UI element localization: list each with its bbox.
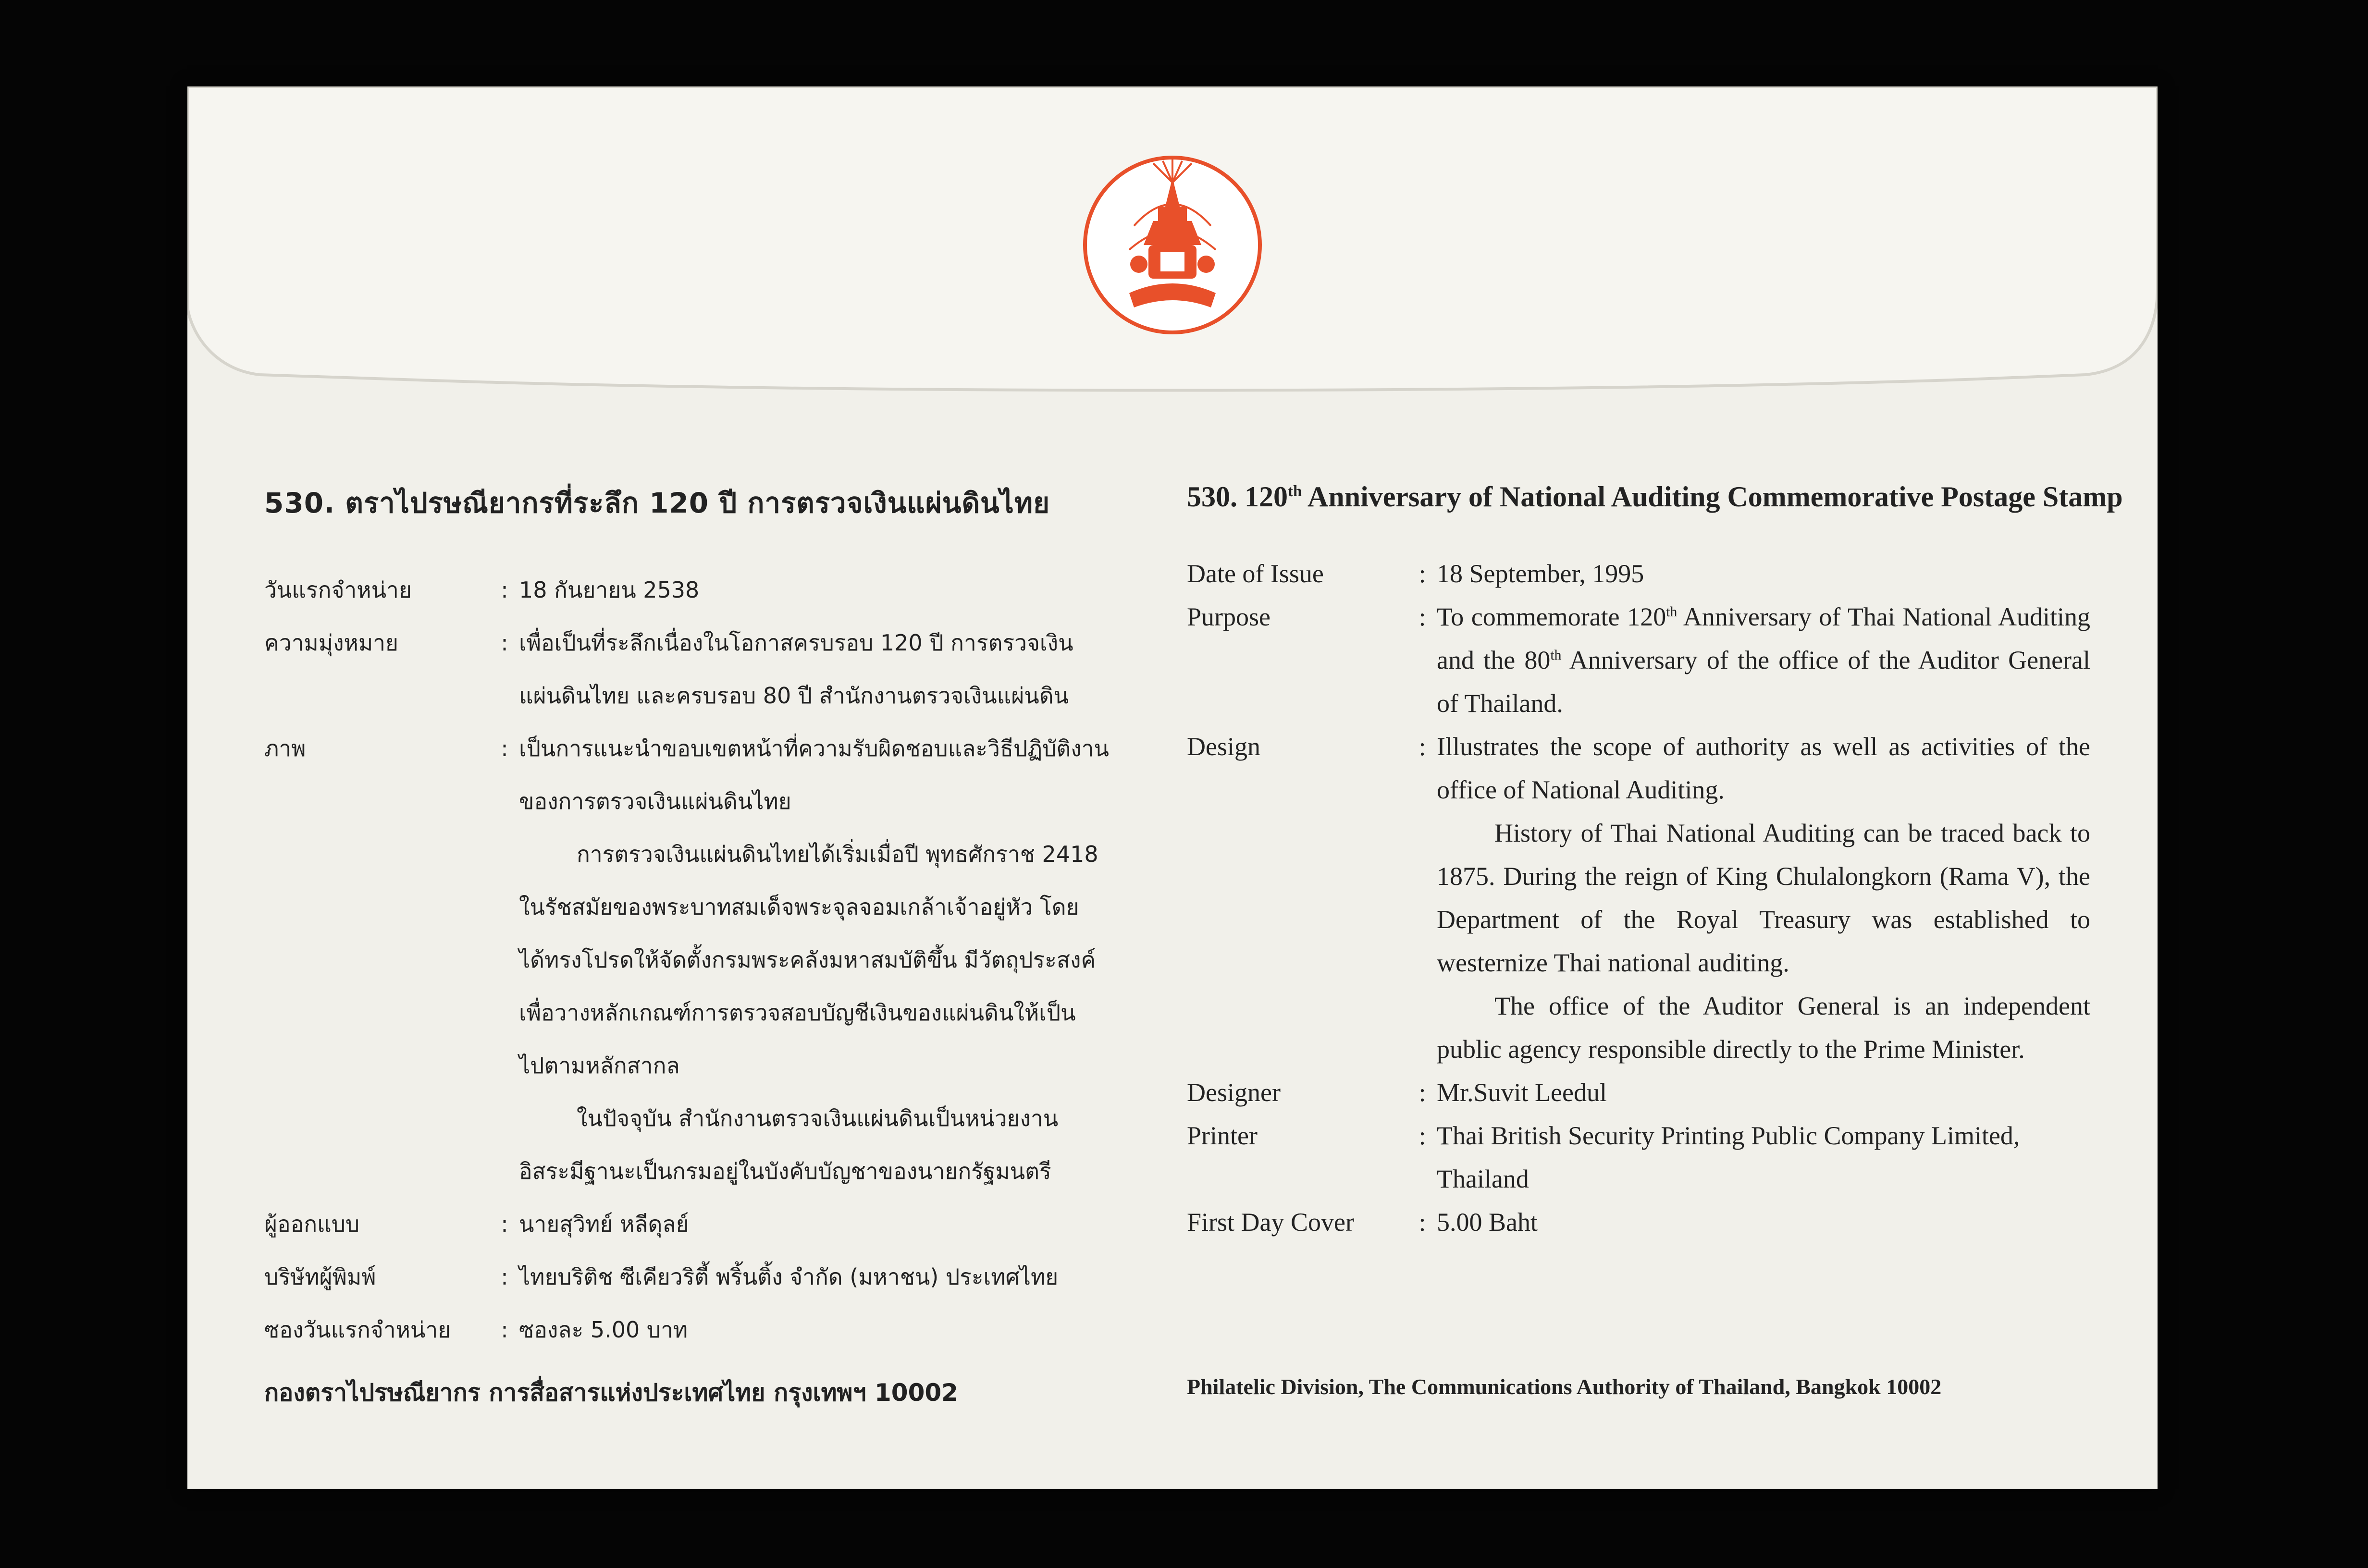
row-value <box>1437 725 2090 1071</box>
row-label: ซองวันแรกจำหน่าย <box>264 1317 451 1343</box>
row-value: นายสุวิทย์ หลีดุลย์ <box>519 1211 689 1237</box>
colon: : <box>1418 559 1426 588</box>
row-label: First Day Cover <box>1187 1208 1354 1237</box>
purpose-part: Anniversary of the office of the Auditor General of Thailand. <box>1437 646 2090 718</box>
row-label: ความมุ่งหมาย <box>264 630 398 656</box>
row-label: Printer <box>1187 1121 1258 1150</box>
english-row-fdc <box>1187 1200 2090 1244</box>
thai-row-fdc <box>264 1303 1153 1356</box>
row-value: ซองละ 5.00 บาท <box>519 1317 688 1343</box>
envelope-back <box>187 86 2158 1489</box>
colon: : <box>1418 732 1426 761</box>
row-label: Designer <box>1187 1078 1281 1107</box>
row-value <box>519 564 1153 616</box>
colon: : <box>1418 1078 1426 1107</box>
english-row-issue-date <box>1187 552 2090 595</box>
value-line: 18 กันยายน 2538 <box>519 577 700 603</box>
title-rest: Anniversary of National Auditing Commemorative Postage Stamp <box>1302 481 2123 513</box>
royal-seal-icon <box>1081 154 1264 336</box>
purpose-part: Anniversary of Thai National Auditing and the 80 <box>1437 602 2090 674</box>
row-value: ไทยบริติช ซีเคียวริตี้ พริ้นติ้ง จำกัด (มหาชน) ประเทศไทย <box>519 1264 1059 1290</box>
colon: : <box>501 735 508 761</box>
row-label: บริษัทผู้พิมพ์ <box>264 1264 376 1290</box>
english-footer: Philatelic Division, The Communications Authority of Thailand, Bangkok 10002 <box>1187 1374 1942 1399</box>
row-label: ภาพ <box>264 735 306 761</box>
history-line: ในรัชสมัยของพระบาทสมเด็จพระจุลจอมเกล้าเจ้าอยู่หัว โดย <box>519 894 1079 920</box>
english-text-column <box>1187 480 2123 1244</box>
thai-row-designer <box>264 1198 1153 1250</box>
row-value: 5.00 Baht <box>1437 1208 1538 1237</box>
colon: : <box>1418 602 1426 631</box>
row-value: Mr.Suvit Leedul <box>1437 1078 1607 1107</box>
history-line: ไปตามหลักสากล <box>519 1053 680 1078</box>
thai-footer: กองตราไปรษณียากร การสื่อสารแห่งประเทศไทย กรุงเทพฯ 10002 <box>264 1379 958 1407</box>
row-value: 18 September, 1995 <box>1437 559 1644 588</box>
english-title <box>1187 480 2123 514</box>
row-label: Purpose <box>1187 602 1270 631</box>
english-row-printer <box>1187 1114 2090 1200</box>
english-row-purpose <box>1187 595 2090 725</box>
row-value <box>519 722 1153 1198</box>
title-sup: th <box>1288 483 1302 500</box>
row-value <box>519 616 1153 722</box>
row-value: Thai British Security Printing Public Company Limited, Thailand <box>1437 1121 2020 1193</box>
colon: : <box>501 577 508 603</box>
purpose-sup: th <box>1666 604 1677 620</box>
colon: : <box>501 1264 508 1290</box>
thai-row-purpose <box>264 616 1153 722</box>
design-text: Illustrates the scope of authority as well as activities of the office of National Auditing. <box>1437 732 2090 804</box>
row-value <box>1437 595 2090 725</box>
colon: : <box>501 630 508 656</box>
colon: : <box>501 1317 508 1343</box>
colon: : <box>1418 1208 1426 1237</box>
present-line: อิสระมีฐานะเป็นกรมอยู่ในบังคับบัญชาของนายกรัฐมนตรี <box>519 1158 1051 1184</box>
row-label: วันแรกจำหน่าย <box>264 577 412 603</box>
row-label: ผู้ออกแบบ <box>264 1211 360 1237</box>
present-line: ในปัจจุบัน สำนักงานตรวจเงินแผ่นดินเป็นหน่วยงาน <box>577 1105 1059 1131</box>
row-label: Date of Issue <box>1187 559 1324 588</box>
value-line: ของการตรวจเงินแผ่นดินไทย <box>519 788 791 814</box>
title-number: 530. 120 <box>1187 481 1288 513</box>
english-row-design <box>1187 725 2090 1071</box>
value-line: เพื่อเป็นที่ระลึกเนื่องในโอกาสครบรอบ 120 ปี การตรวจเงิน <box>519 630 1073 656</box>
present-paragraph: The office of the Auditor General is an independent public agency responsible directly to the Prime Minister. <box>1437 992 2090 1064</box>
purpose-part: To commemorate 120 <box>1437 602 1666 631</box>
history-line: เพื่อวางหลักเกณฑ์การตรวจสอบบัญชีเงินของแผ่นดินให้เป็น <box>519 1000 1076 1026</box>
thai-row-issue-date <box>264 564 1153 616</box>
thai-row-design <box>264 722 1153 1198</box>
history-line: การตรวจเงินแผ่นดินไทยได้เริ่มเมื่อปี พุทธศักราช 2418 <box>577 841 1098 867</box>
value-line: แผ่นดินไทย และครบรอบ 80 ปี สำนักงานตรวจเงินแผ่นดิน <box>519 683 1069 709</box>
thai-text-column <box>264 480 1153 1356</box>
value-line: เป็นการแนะนำขอบเขตหน้าที่ความรับผิดชอบและวิธีปฏิบัติงาน <box>519 735 1109 761</box>
row-label: Design <box>1187 732 1260 761</box>
english-row-designer <box>1187 1071 2090 1114</box>
thai-row-printer <box>264 1250 1153 1303</box>
colon: : <box>501 1211 508 1237</box>
history-paragraph: History of Thai National Auditing can be traced back to 1875. During the reign of King Chulalongkorn (Rama V), the Department of the Royal Treasury was established to westernize Thai national auditing. <box>1437 819 2090 977</box>
purpose-sup: th <box>1550 648 1562 663</box>
history-line: ได้ทรงโปรดให้จัดตั้งกรมพระคลังมหาสมบัติขึ้น มีวัตถุประสงค์ <box>519 947 1096 973</box>
thai-title: 530. ตราไปรษณียากรที่ระลึก 120 ปี การตรวจเงินแผ่นดินไทย <box>264 487 1050 519</box>
colon: : <box>1418 1121 1426 1150</box>
